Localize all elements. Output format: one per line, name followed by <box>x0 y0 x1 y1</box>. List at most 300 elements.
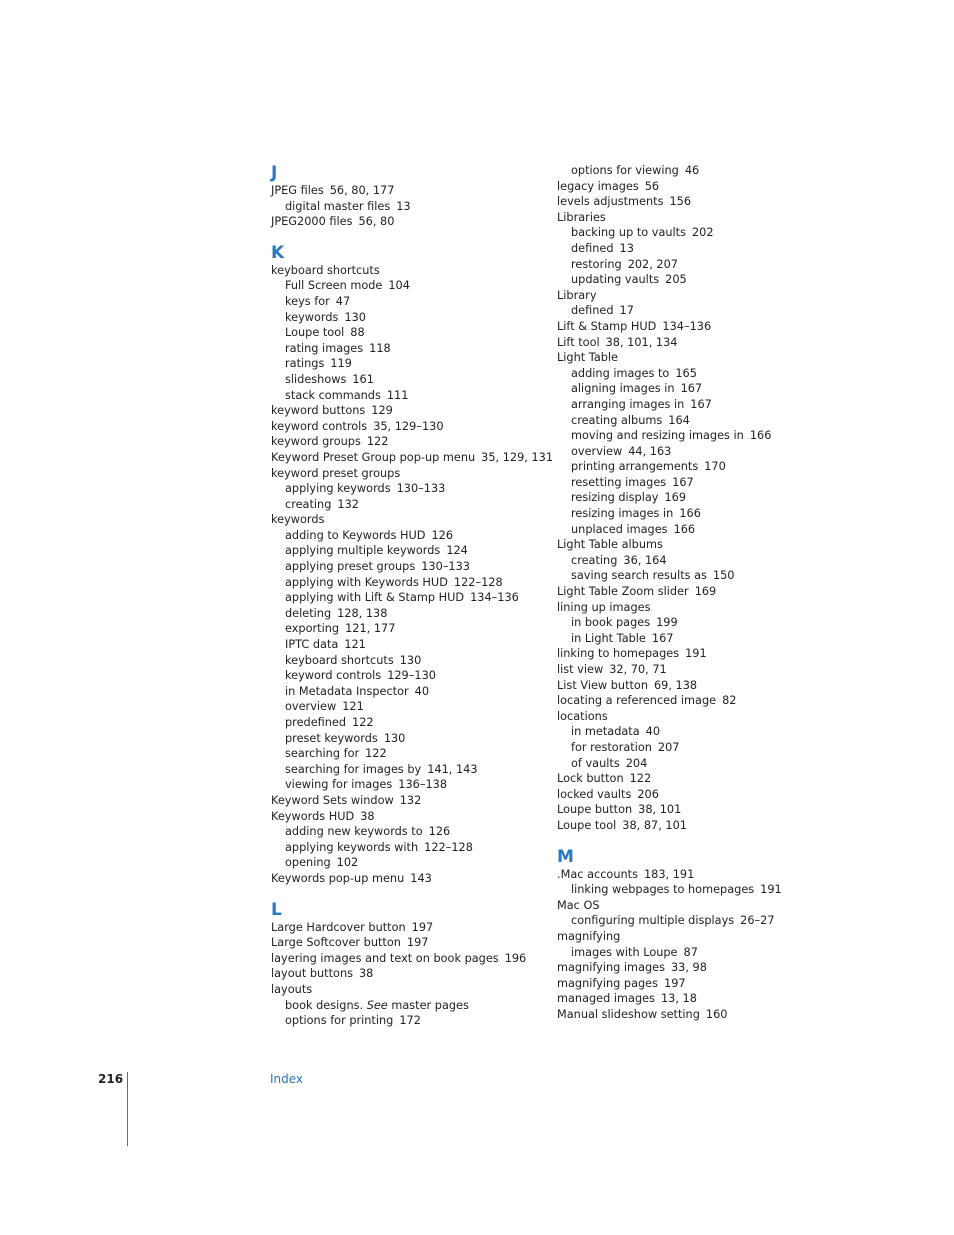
index-subentry <box>271 575 551 591</box>
index-page-refs: 26–27 <box>740 914 775 928</box>
index-term: Light Table <box>557 351 618 365</box>
index-letter-heading: M <box>557 846 574 867</box>
index-entry <box>557 335 837 351</box>
index-page-refs: 169 <box>664 491 687 505</box>
index-term: stack commands <box>285 388 381 402</box>
index-page-refs: 56, 80, 177 <box>329 184 395 197</box>
index-page-refs: 130–133 <box>396 482 446 496</box>
index-entry <box>557 350 837 366</box>
index-page-refs: 204 <box>625 756 648 770</box>
index-page-refs: 167 <box>680 382 703 396</box>
index-entry <box>271 920 551 936</box>
index-term: overview <box>285 700 337 714</box>
index-term: predefined <box>285 716 347 729</box>
footer-rule <box>127 1072 128 1146</box>
index-entry <box>557 976 837 992</box>
index-subentry <box>557 257 837 273</box>
index-subentry <box>271 388 551 404</box>
index-subentry <box>271 653 551 669</box>
index-term: Light Table albums <box>557 538 663 552</box>
index-entry <box>557 288 837 304</box>
index-term: magnifying pages <box>557 976 659 990</box>
index-page-refs: 121, 177 <box>345 622 396 636</box>
index-entry <box>271 951 551 967</box>
index-subentry <box>557 428 837 444</box>
index-term: backing up to vaults <box>571 226 686 240</box>
index-page-refs: 191 <box>760 883 782 897</box>
index-term: creating <box>285 497 332 511</box>
index-page-refs: 196 <box>504 951 527 965</box>
index-entry <box>271 263 551 279</box>
index-subentry <box>557 272 837 288</box>
index-term: keyword controls <box>271 419 368 433</box>
index-page-refs: 197 <box>406 936 429 950</box>
index-term: List View button <box>557 678 648 692</box>
index-subentry <box>271 777 551 793</box>
index-subentry <box>557 459 837 475</box>
index-page-refs: 129 <box>371 404 393 418</box>
index-entry <box>557 771 837 787</box>
index-entry <box>271 214 551 230</box>
index-subentry <box>557 740 837 756</box>
index-entry <box>557 537 837 553</box>
index-subentry <box>557 522 837 538</box>
index-page-refs: 172 <box>399 1014 421 1028</box>
index-term: locked vaults <box>557 787 632 801</box>
index-subentry <box>271 559 551 575</box>
index-term: exporting <box>285 622 340 636</box>
index-page-refs: 122 <box>352 716 374 729</box>
index-term: managed images <box>557 992 655 1006</box>
index-term: Manual slideshow setting <box>557 1007 700 1021</box>
index-term: Lift tool <box>557 335 600 349</box>
index-page-refs: 183, 191 <box>643 867 695 881</box>
index-page-refs: 13, 18 <box>660 992 697 1006</box>
index-page-refs: 191 <box>685 647 707 661</box>
index-page-refs: 166 <box>749 429 772 443</box>
index-page-refs: 136–138 <box>398 778 448 792</box>
index-term: of vaults <box>571 756 620 770</box>
index-term: keys for <box>285 294 330 308</box>
index-term: Keyword Sets window <box>271 793 394 807</box>
index-subentry <box>557 615 837 631</box>
index-entry <box>557 646 837 662</box>
index-term: in Light Table <box>571 631 646 645</box>
index-subentry <box>271 684 551 700</box>
index-page-refs: 69, 138 <box>654 678 698 692</box>
index-term: linking webpages to homepages <box>571 883 755 897</box>
index-term: defined <box>571 304 614 318</box>
index-page-refs: 170 <box>704 460 726 474</box>
index-page-refs: 17 <box>619 304 634 318</box>
index-entry <box>557 179 837 195</box>
index-subentry <box>557 366 837 382</box>
index-term: .Mac accounts <box>557 867 638 881</box>
index-term: adding to Keywords HUD <box>285 528 426 542</box>
index-entry <box>557 210 837 226</box>
index-term: keyword controls <box>285 669 382 683</box>
index-term: IPTC data <box>285 638 339 652</box>
index-subentry <box>271 481 551 497</box>
index-page-refs: 87 <box>683 945 698 959</box>
index-page-refs: 13 <box>396 199 411 213</box>
index-term: applying with Keywords HUD <box>285 575 448 589</box>
index-term: preset keywords <box>285 731 378 745</box>
index-term: searching for <box>285 747 360 761</box>
index-term: layering images and text on book pages <box>271 951 499 965</box>
index-page-refs: 130 <box>344 310 366 324</box>
index-subentry <box>271 278 551 294</box>
index-page-refs: 167 <box>690 397 712 411</box>
index-page-refs: 122–128 <box>424 840 473 854</box>
index-subentry <box>271 998 551 1014</box>
index-term: keyboard shortcuts <box>285 653 394 667</box>
index-page-refs: 36, 164 <box>623 553 667 567</box>
index-subentry <box>271 731 551 747</box>
index-page-refs: 82 <box>722 694 737 708</box>
index-term: arranging images in <box>571 397 685 411</box>
index-term: adding images to <box>571 366 670 380</box>
index-page-refs: 122 <box>629 772 652 786</box>
index-subentry <box>271 621 551 637</box>
index-entry <box>557 991 837 1007</box>
footer-section-label: Index <box>270 1072 304 1086</box>
index-page-refs: 165 <box>675 366 697 380</box>
index-term: Large Softcover button <box>271 936 401 950</box>
index-term: linking to homepages <box>557 647 680 661</box>
index-entry <box>271 871 551 887</box>
index-page-refs: 40 <box>414 684 430 698</box>
index-term: Keywords HUD <box>271 809 355 823</box>
index-subentry <box>271 310 551 326</box>
index-term: Keywords pop-up menu <box>271 871 405 885</box>
index-term: magnifying <box>557 929 621 943</box>
index-term: applying preset groups <box>285 560 416 574</box>
index-term: keyboard shortcuts <box>271 263 380 277</box>
index-term: Loupe button <box>557 803 633 817</box>
index-term: applying keywords <box>285 482 391 496</box>
index-page-refs: 118 <box>369 341 391 355</box>
index-term: magnifying images <box>557 961 665 975</box>
index-entry <box>557 818 837 834</box>
index-term: list view <box>557 663 604 676</box>
index-term: legacy images <box>557 179 639 193</box>
index-entry <box>271 434 551 450</box>
index-term: Loupe tool <box>285 326 345 340</box>
index-term: applying multiple keywords <box>285 544 441 558</box>
index-term: resetting images <box>571 475 667 489</box>
index-term: layout buttons <box>271 967 353 981</box>
index-subentry <box>557 553 837 569</box>
index-page-refs: 166 <box>673 522 696 536</box>
index-term: Library <box>557 288 597 302</box>
index-page-refs: 121 <box>342 700 364 714</box>
index-term: saving search results as <box>571 569 707 583</box>
index-term: locating a referenced image <box>557 694 717 708</box>
index-term: ratings <box>285 357 325 371</box>
index-page-refs: 38 <box>359 967 374 981</box>
index-page-refs: 206 <box>637 787 659 801</box>
index-subentry <box>271 199 551 215</box>
index-page-refs: 126 <box>428 825 451 839</box>
index-entry <box>271 966 551 982</box>
index-subentry <box>557 724 837 740</box>
index-subentry <box>557 490 837 506</box>
index-entry <box>557 867 837 883</box>
index-column-right <box>557 163 837 1022</box>
index-page-refs: 156 <box>669 195 692 209</box>
index-entry <box>557 960 837 976</box>
index-subentry <box>271 699 551 715</box>
index-page-refs: 32, 70, 71 <box>609 663 667 676</box>
index-page-refs: 122 <box>365 747 387 761</box>
index-page-refs: 111 <box>386 388 409 402</box>
index-subentry <box>271 372 551 388</box>
index-term: searching for images by <box>285 762 422 776</box>
index-entry <box>271 793 551 809</box>
index-term: Mac OS <box>557 898 600 912</box>
index-page-refs: 38 <box>360 809 375 823</box>
index-entry <box>557 194 837 210</box>
index-page-refs: 167 <box>672 475 694 489</box>
index-page-refs: 122–128 <box>453 575 503 589</box>
index-subentry <box>557 882 837 898</box>
index-subentry <box>557 756 837 772</box>
index-subentry <box>557 413 837 429</box>
index-page-refs: 40 <box>645 725 661 739</box>
page-number: 216 <box>98 1072 124 1086</box>
index-page-refs: 38, 101, 134 <box>605 335 678 349</box>
index-subentry <box>271 294 551 310</box>
index-term: rating images <box>285 341 364 355</box>
index-term: images with Loupe <box>571 945 678 959</box>
index-subentry <box>271 497 551 513</box>
index-subentry <box>271 528 551 544</box>
index-page-refs: 126 <box>431 528 454 542</box>
index-subentry <box>557 397 837 413</box>
index-subentry <box>557 631 837 647</box>
index-subentry <box>557 568 837 584</box>
index-subentry <box>271 325 551 341</box>
index-page-refs: 167 <box>651 631 674 645</box>
index-page-refs: 160 <box>705 1007 728 1021</box>
index-page-refs: 197 <box>411 920 434 934</box>
index-term: applying keywords with <box>285 840 419 854</box>
index-letter-heading: K <box>271 242 285 263</box>
index-entry <box>557 802 837 818</box>
index-page-refs: 102 <box>336 856 359 870</box>
index-subentry <box>557 163 837 179</box>
index-entry <box>271 419 551 435</box>
index-term: configuring multiple displays <box>571 914 735 928</box>
index-entry <box>557 319 837 335</box>
index-subentry <box>271 341 551 357</box>
index-entry <box>271 183 551 199</box>
index-term: layouts <box>271 982 313 996</box>
index-entry <box>271 935 551 951</box>
index-term: keyword groups <box>271 435 361 449</box>
index-term: Keyword Preset Group pop-up menu <box>271 450 476 464</box>
index-term: defined <box>571 241 614 255</box>
index-term: Full Screen mode <box>285 279 383 293</box>
index-term: moving and resizing images in <box>571 429 744 443</box>
index-page-refs: 199 <box>656 616 678 630</box>
index-term: adding new keywords to <box>285 825 423 839</box>
index-subentry <box>557 913 837 929</box>
index-term: resizing display <box>571 491 659 505</box>
index-page-refs: 124 <box>446 544 468 558</box>
index-subentry <box>271 543 551 559</box>
index-page-refs: 150 <box>712 569 735 583</box>
index-entry <box>557 600 837 616</box>
index-page-refs: 35, 129–130 <box>373 419 444 433</box>
index-term: Loupe tool <box>557 818 617 832</box>
index-page-refs: 88 <box>350 326 365 340</box>
index-entry <box>271 403 551 419</box>
index-subentry <box>557 945 837 961</box>
index-page-refs: 202 <box>691 226 714 240</box>
index-term: keyword preset groups <box>271 466 401 480</box>
index-term: opening <box>285 856 331 870</box>
index-entry <box>271 809 551 825</box>
index-page-refs: 13 <box>619 241 634 255</box>
index-term: digital master files <box>285 199 391 213</box>
index-subentry <box>557 303 837 319</box>
index-page-refs: 33, 98 <box>671 961 707 975</box>
index-subentry <box>557 225 837 241</box>
index-page-refs: 35, 129, 131 <box>481 450 554 464</box>
index-term: JPEG2000 files <box>271 215 353 229</box>
index-term: in book pages <box>571 616 651 630</box>
index-term: slideshows <box>285 372 347 386</box>
index-letter-heading: L <box>271 899 282 920</box>
index-page-refs: 205 <box>665 273 687 287</box>
index-page-refs: 130 <box>399 653 422 667</box>
index-subentry <box>271 1013 551 1029</box>
index-entry <box>557 1007 837 1023</box>
index-entry <box>557 709 837 725</box>
index-page-refs: 130 <box>383 731 406 745</box>
index-term: Libraries <box>557 210 606 224</box>
index-term: keyword buttons <box>271 404 366 418</box>
index-page-refs: 128, 138 <box>337 606 388 620</box>
index-entry <box>557 693 837 709</box>
index-term: creating <box>571 553 618 567</box>
index-subentry <box>271 762 551 778</box>
index-term: aligning images in <box>571 382 675 396</box>
index-term: keywords <box>285 310 339 324</box>
index-term: Large Hardcover button <box>271 920 406 934</box>
index-subentry <box>557 444 837 460</box>
index-subentry <box>271 590 551 606</box>
index-subentry <box>271 668 551 684</box>
index-page-refs: 134–136 <box>662 319 712 333</box>
index-entry <box>557 787 837 803</box>
index-term: viewing for images <box>285 778 393 792</box>
index-term: options for printing <box>285 1014 394 1028</box>
index-entry <box>271 450 554 466</box>
index-page-refs: 169 <box>694 585 717 599</box>
index-subentry <box>271 637 551 653</box>
index-page-refs: 197 <box>664 976 686 990</box>
index-page-refs: 122 <box>366 435 389 449</box>
index-page-refs: 166 <box>679 507 701 521</box>
index-term: Lift & Stamp HUD <box>557 319 657 333</box>
index-page-refs: 104 <box>388 279 410 293</box>
index-term: printing arrangements <box>571 460 699 474</box>
index-term: keywords <box>271 513 325 527</box>
index-page-refs: 44, 163 <box>628 444 672 458</box>
index-term: Lock button <box>557 772 624 786</box>
index-term: resizing images in <box>571 507 674 521</box>
index-subentry <box>271 606 551 622</box>
index-term: levels adjustments <box>557 195 664 209</box>
see-reference-target: master pages <box>391 998 469 1012</box>
index-subentry <box>271 746 551 762</box>
index-term: in metadata <box>571 725 640 739</box>
index-subentry <box>271 840 551 856</box>
index-page-refs: 202, 207 <box>627 257 678 271</box>
index-term: options for viewing <box>571 164 679 177</box>
index-term: overview <box>571 444 623 458</box>
index-term: creating albums <box>571 413 663 427</box>
index-subentry <box>557 475 837 491</box>
index-entry <box>557 678 837 694</box>
index-page-refs: 207 <box>657 740 680 754</box>
index-entry <box>557 662 837 678</box>
index-page-refs: 143 <box>410 871 432 885</box>
index-page-refs: 130–133 <box>421 560 470 574</box>
index-term: deleting <box>285 606 332 620</box>
index-term: updating vaults <box>571 273 660 287</box>
index-page-refs: 56 <box>644 179 660 193</box>
index-page-refs: 47 <box>335 294 351 308</box>
index-entry <box>557 898 837 914</box>
index-term: book designs. <box>285 998 364 1012</box>
index-term: JPEG files <box>271 184 324 197</box>
index-page-refs: 129–130 <box>387 669 436 683</box>
index-page-refs: 132 <box>399 793 422 807</box>
index-page-refs: 161 <box>352 372 374 386</box>
index-entry <box>271 466 551 482</box>
index-entry <box>271 512 551 528</box>
index-term: unplaced images <box>571 522 668 536</box>
index-page-refs: 38, 101 <box>638 803 682 817</box>
index-entry <box>557 929 837 945</box>
see-reference-label: See <box>366 998 388 1012</box>
index-subentry <box>271 855 551 871</box>
index-entry <box>557 584 837 600</box>
index-page-refs: 134–136 <box>470 591 519 605</box>
index-page-refs: 132 <box>337 497 359 511</box>
index-subentry <box>271 356 551 372</box>
index-page-refs: 141, 143 <box>427 762 478 776</box>
index-page-refs: 164 <box>668 413 690 427</box>
index-subentry <box>557 241 837 257</box>
index-subentry <box>557 506 837 522</box>
index-subentry <box>557 381 837 397</box>
index-letter-heading: J <box>271 163 278 183</box>
index-term: in Metadata Inspector <box>285 684 409 698</box>
index-page-refs: 121 <box>344 638 366 652</box>
index-page-refs: 46 <box>684 164 700 177</box>
index-term: for restoration <box>571 740 652 754</box>
index-page-refs: 56, 80 <box>358 215 395 229</box>
index-term: lining up images <box>557 600 651 614</box>
index-term: applying with Lift & Stamp HUD <box>285 591 465 605</box>
index-term: Light Table Zoom slider <box>557 585 689 599</box>
index-entry <box>271 982 551 998</box>
